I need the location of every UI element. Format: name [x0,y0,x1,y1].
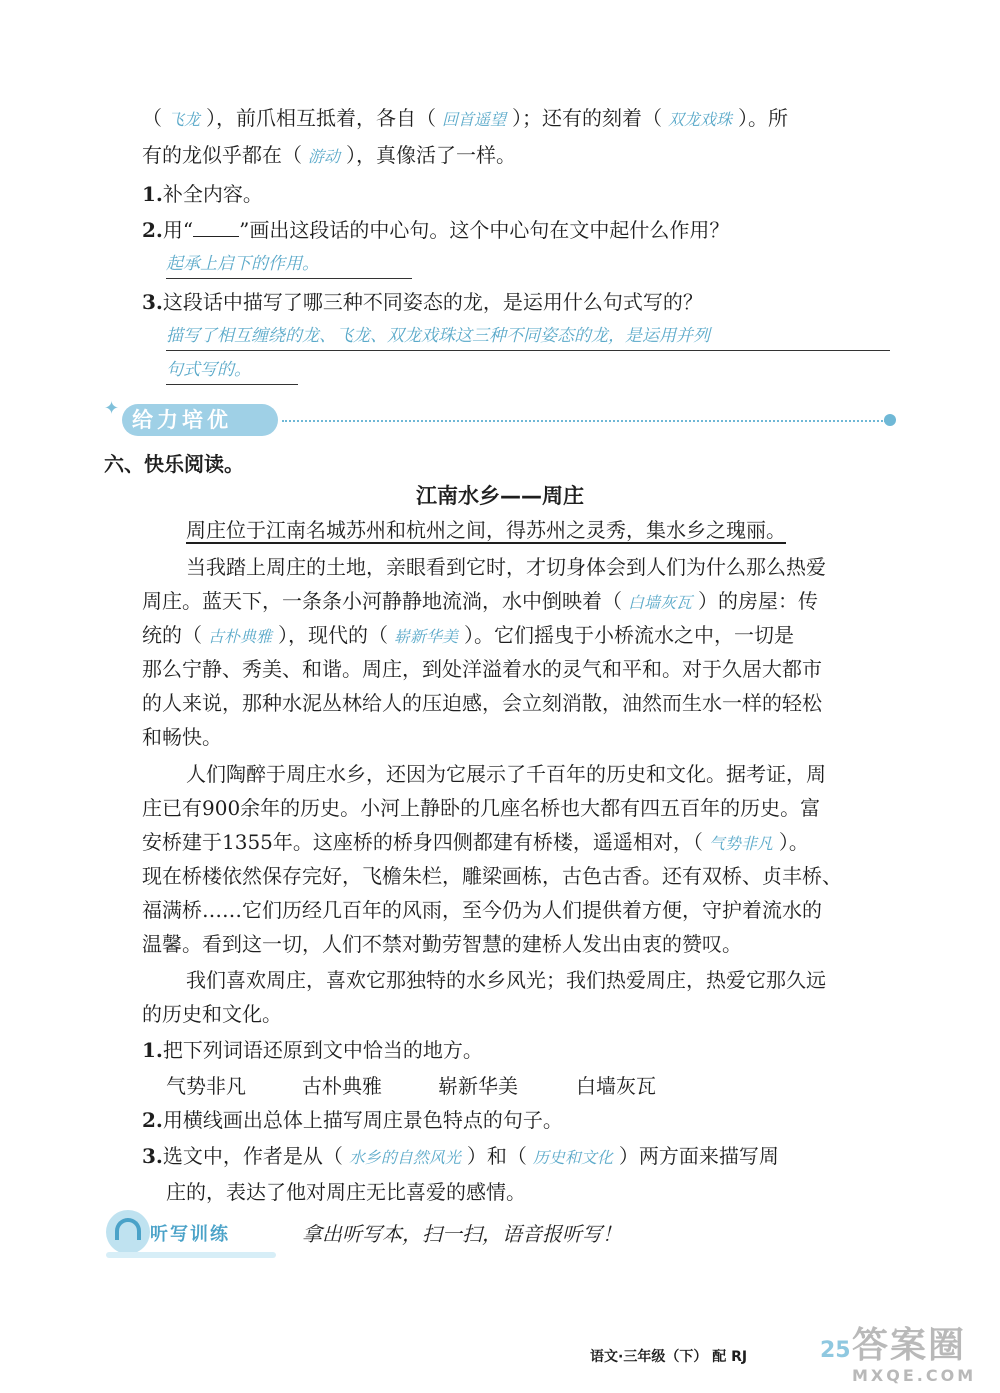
passage-line: 福满桥……它们历经几百年的风雨，至今仍为人们提供着方便，守护着流水的 [142,898,822,922]
answer-line: 描写了相互缠绕的龙、飞龙、双龙戏珠这三种不同姿态的龙，是运用并列 [166,322,890,351]
answer-text: 回首遥望 [442,110,507,129]
answer-line: 句式写的。 [166,356,298,385]
question-number: 2. [142,1108,163,1132]
question-3-continued: 庄的，表达了他对周庄无比喜爱的感情。 [166,1180,526,1204]
section-heading: 六、快乐阅读。 [104,452,244,476]
question-2: 2.用“ ”画出这段话的中心句。这个中心句在文中起什么作用？ [142,218,730,242]
passage-line: 和畅快。 [142,725,222,749]
passage-line: 的历史和文化。 [142,1002,282,1026]
answer-text: 游动 [308,147,341,166]
banner-label: 给力培优 [132,408,232,432]
answer-text: 飞龙 [168,110,201,129]
passage-line: 那么宁静、秀美、和谐。周庄，到处洋溢着水的灵气和平和。对于久居大都市 [142,657,822,681]
question-1: 1.补全内容。 [142,182,263,206]
blank-line [193,218,239,237]
word-bank-item: 白墙灰瓦 [576,1074,656,1098]
listen-underbar [106,1252,276,1258]
question-3: 3.这段话中描写了哪三种不同姿态的龙，是运用什么句式写的？ [142,290,703,314]
answer-text: 古朴典雅 [208,627,273,646]
section-banner [104,398,284,442]
watermark-logo: 答案圈 [852,1325,967,1366]
divider-end-dot [884,414,896,426]
question-2: 2.用横线画出总体上描写周庄景色特点的句子。 [142,1108,563,1132]
passage-line: 周庄位于江南名城苏州和杭州之间，得苏州之灵秀，集水乡之瑰丽。 [186,518,786,542]
passage-line: 的人来说，那种水泥丛林给人的压迫感，会立刻消散，油然而生水一样的轻松 [142,691,822,715]
word-bank-item: 古朴典雅 [302,1074,382,1098]
answer-text: 历史和文化 [532,1148,613,1167]
passage-line: 我们喜欢周庄，喜欢它那独特的水乡风光；我们热爱周庄，热爱它那久远 [186,968,826,992]
listen-note: 拿出听写本，扫一扫，语音报听写！ [302,1222,622,1246]
passage-line: 当我踏上周庄的土地，亲眼看到它时，才切身体会到人们为什么那么热爱 [186,555,826,579]
word-bank-item: 气势非凡 [166,1074,246,1098]
watermark-url: MXQE.COM [852,1366,977,1385]
page-number: 25 [820,1338,851,1363]
watermark [852,1326,992,1388]
listen-label: 听写训练 [150,1224,230,1245]
question-3: 3.选文中，作者是从（ 水乡的自然风光 ）和（ 历史和文化 ）两方面来描写周 [142,1144,779,1168]
passage-line: 庄已有900余年的历史。小河上静卧的几座名桥也大都有四五百年的历史。富 [142,796,821,820]
dotted-divider [282,420,886,422]
question-number: 3. [142,1144,163,1168]
passage-line: 安桥建于1355年。这座桥的桥身四侧都建有桥楼，遥遥相对，（ 气势非凡 ）。 [142,830,809,854]
passage-line: 统的（ 古朴典雅 ），现代的（ 崭新华美 ）。它们摇曳于小桥流水之中，一切是 [142,623,795,647]
text-line: 有的龙似乎都在（ 游动 ），真像活了一样。 [142,143,517,167]
answer-text: 白墙灰瓦 [628,593,693,612]
headset-icon [106,1210,150,1254]
passage-title: 江南水乡——周庄 [416,484,584,508]
passage-line: 现在桥楼依然保存完好，飞檐朱栏，雕梁画栋，古色古香。还有双桥、贞丰桥、 [142,864,842,888]
word-bank-item: 崭新华美 [438,1074,518,1098]
question-number: 3. [142,290,163,314]
question-number: 1. [142,1038,163,1062]
answer-text: 双龙戏珠 [668,110,733,129]
passage-line: 人们陶醉于周庄水乡，还因为它展示了千百年的历史和文化。据考证，周 [186,762,826,786]
text-line: （ 飞龙 ），前爪相互抵着，各自（ 回首遥望 ）；还有的刻着（ 双龙戏珠 ）。所 [142,106,789,130]
question-number: 2. [142,218,163,242]
star-icon: ✦ [104,398,120,419]
answer-text: 气势非凡 [708,834,773,853]
answer-text: 水乡的自然风光 [348,1148,461,1167]
answer-line: 起承上启下的作用。 [166,250,412,279]
footer-text: 语文·三年级（下） 配 RJ [590,1349,748,1365]
question-1: 1.把下列词语还原到文中恰当的地方。 [142,1038,483,1062]
passage-line: 温馨。看到这一切，人们不禁对勤劳智慧的建桥人发出由衷的赞叹。 [142,932,742,956]
passage-line: 周庄。蓝天下，一条条小河静静地流淌，水中倒映着（ 白墙灰瓦 ）的房屋：传 [142,589,819,613]
answer-text: 崭新华美 [394,627,459,646]
question-number: 1. [142,182,163,206]
